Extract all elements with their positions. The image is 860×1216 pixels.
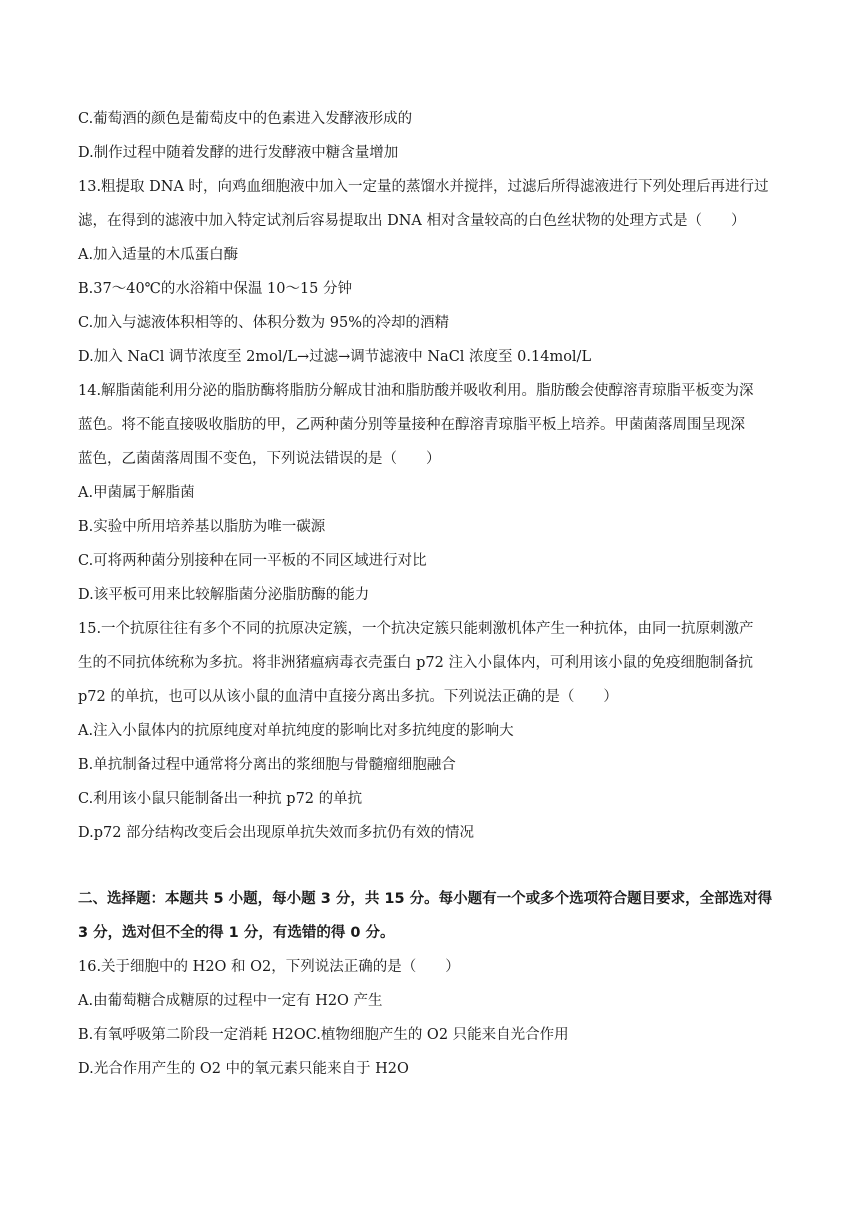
question-16-stem: 16.关于细胞中的 H2O 和 O2，下列说法正确的是（ ） xyxy=(78,959,460,975)
option-c: C.利用该小鼠只能制备出一种抗 p72 的单抗 xyxy=(78,791,363,807)
question-14-stem: 14.解脂菌能利用分泌的脂肪酶将脂肪分解成甘油和脂肪酸并吸收利用。脂肪酸会使醇溶青琼脂平板变为深 xyxy=(78,383,754,399)
option-b: B.单抗制备过程中通常将分离出的浆细胞与骨髓瘤细胞融合 xyxy=(78,757,456,773)
section-heading: 二、选择题：本题共 5 小题，每小题 3 分，共 15 分。每小题有一个或多个选项符合题目要求，全部选对得 xyxy=(78,891,773,907)
option-a: A.加入适量的木瓜蛋白酶 xyxy=(78,247,239,263)
option-a: A.注入小鼠体内的抗原纯度对单抗纯度的影响比对多抗纯度的影响大 xyxy=(78,723,514,739)
option-a: A.由葡萄糖合成糖原的过程中一定有 H2O 产生 xyxy=(78,993,383,1009)
text-line: 蓝色。将不能直接吸收脂肪的甲，乙两种菌分别等量接种在醇溶青琼脂平板上培养。甲菌菌落周围呈现深 xyxy=(78,417,745,433)
text-line: 生的不同抗体统称为多抗。将非洲猪瘟病毒衣壳蛋白 p72 注入小鼠体内，可利用该小鼠的免疫细胞制备抗 xyxy=(78,655,753,671)
text-line: D.制作过程中随着发酵的进行发酵液中糖含量增加 xyxy=(78,145,399,161)
option-a: A.甲菌属于解脂菌 xyxy=(78,485,195,501)
text-line: 蓝色，乙菌菌落周围不变色，下列说法错误的是（ ） xyxy=(78,451,441,467)
section-heading-cont: 3 分，选对但不全的得 1 分，有选错的得 0 分。 xyxy=(78,925,395,941)
option-d: D.该平板可用来比较解脂菌分泌脂肪酶的能力 xyxy=(78,587,370,603)
option-c: C.加入与滤液体积相等的、体积分数为 95%的冷却的酒精 xyxy=(78,315,450,331)
question-15-stem: 15.一个抗原往往有多个不同的抗原决定簇，一个抗决定簇只能刺激机体产生一种抗体，由同一抗原刺激产 xyxy=(78,621,754,637)
option-d: D.加入 NaCl 调节浓度至 2mol/L→过滤→调节滤液中 NaCl 浓度至 0.14mol/L xyxy=(78,349,592,365)
option-b: B.实验中所用培养基以脂肪为唯一碳源 xyxy=(78,519,326,535)
option-b: B.37～40℃的水浴箱中保温 10～15 分钟 xyxy=(78,281,353,297)
option-b-c: B.有氧呼吸第二阶段一定消耗 H2OC.植物细胞产生的 O2 只能来自光合作用 xyxy=(78,1027,569,1043)
option-c: C.可将两种菌分别接种在同一平板的不同区域进行对比 xyxy=(78,553,427,569)
option-d: D.p72 部分结构改变后会出现原单抗失效而多抗仍有效的情况 xyxy=(78,825,475,841)
text-line: p72 的单抗，也可以从该小鼠的血清中直接分离出多抗。下列说法正确的是（ ） xyxy=(78,689,618,705)
text-line: C.葡萄酒的颜色是葡萄皮中的色素进入发酵液形成的 xyxy=(78,111,413,127)
question-13-stem: 13.粗提取 DNA 时，向鸡血细胞液中加入一定量的蒸馏水并搅拌，过滤后所得滤液进行下列处理后再进行过 xyxy=(78,179,769,195)
text-line: 滤，在得到的滤液中加入特定试剂后容易提取出 DNA 相对含量较高的白色丝状物的处理方式是（ ） xyxy=(78,213,746,229)
option-d: D.光合作用产生的 O2 中的氧元素只能来自于 H2O xyxy=(78,1061,409,1077)
